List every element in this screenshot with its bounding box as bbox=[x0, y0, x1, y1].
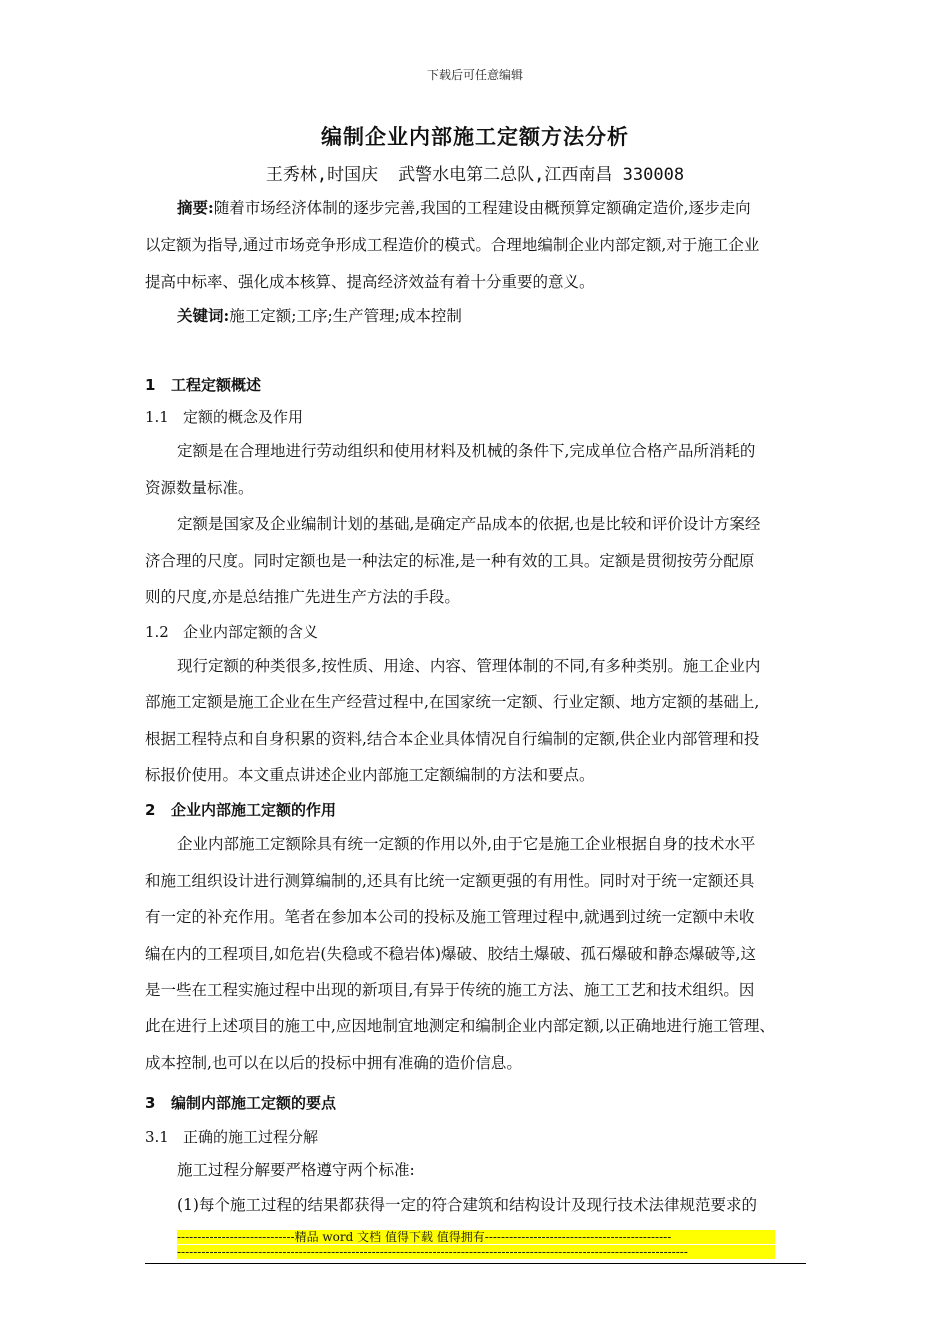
abstract-line-3: 提高中标率、强化成本核算、提高经济效益有着十分重要的意义。 bbox=[145, 273, 595, 291]
subsection-heading-3-1: 3.1 正确的施工过程分解 bbox=[145, 1128, 319, 1146]
paragraph-line: 定额是国家及企业编制计划的基础,是确定产品成本的依据,也是比较和评价设计方案经 bbox=[177, 515, 761, 533]
author-names: 王秀林,时国庆 bbox=[265, 165, 379, 185]
keywords-label: 关键词: bbox=[177, 306, 230, 325]
authors-line bbox=[0, 160, 950, 185]
footer-banner-line-1: -----------------------------精品 word 文档 值得下载 值得拥有---------------------------------------------- bbox=[177, 1230, 775, 1244]
keywords-line bbox=[177, 306, 817, 326]
paragraph-line: 企业内部施工定额除具有统一定额的作用以外,由于它是施工企业根据自身的技术水平 bbox=[177, 835, 756, 853]
abstract-line-1: 摘要:随着市场经济体制的逐步完善,我国的工程建设由概预算定额确定造价,逐步走向 bbox=[177, 198, 751, 217]
paragraph-line: 定额是在合理地进行劳动组织和使用材料及机械的条件下,完成单位合格产品所消耗的 bbox=[177, 442, 756, 460]
section-heading-2: 2 企业内部施工定额的作用 bbox=[145, 801, 337, 819]
paragraph-line: 有一定的补充作用。笔者在参加本公司的投标及施工管理过程中,就遇到过统一定额中未收 bbox=[145, 908, 755, 926]
subsection-heading-1-1: 1.1 定额的概念及作用 bbox=[145, 408, 304, 426]
paragraph-line: 根据工程特点和自身积累的资料,结合本企业具体情况自行编制的定额,供企业内部管理和投 bbox=[145, 730, 760, 748]
paragraph-line: 此在进行上述项目的施工中,应因地制宜地测定和编制企业内部定额,以正确地进行施工管理、 bbox=[145, 1017, 775, 1035]
header-note: 下载后可任意编辑 bbox=[426, 68, 523, 82]
paragraph-line: 施工过程分解要严格遵守两个标准: bbox=[177, 1161, 415, 1179]
paragraph-line: 现行定额的种类很多,按性质、用途、内容、管理体制的不同,有多种类别。施工企业内 bbox=[177, 657, 761, 675]
section-heading-3: 3 编制内部施工定额的要点 bbox=[145, 1094, 337, 1112]
paragraph-line: 是一些在工程实施过程中出现的新项目,有异于传统的施工方法、施工工艺和技术组织。因 bbox=[145, 981, 755, 999]
paragraph-line: 标报价使用。本文重点讲述企业内部施工定额编制的方法和要点。 bbox=[145, 766, 595, 784]
subsection-heading-1-2: 1.2 企业内部定额的含义 bbox=[145, 623, 319, 641]
keywords-text: 施工定额;工序;生产管理;成本控制 bbox=[229, 307, 462, 325]
paragraph-line: 则的尺度,亦是总结推广先进生产方法的手段。 bbox=[145, 588, 460, 606]
section-heading-1: 1 工程定额概述 bbox=[145, 376, 262, 394]
footer-divider bbox=[145, 1263, 806, 1264]
paragraph-line: 济合理的尺度。同时定额也是一种法定的标准,是一种有效的工具。定额是贯彻按劳分配原 bbox=[145, 552, 755, 570]
paragraph-line: 成本控制,也可以在以后的投标中拥有准确的造价信息。 bbox=[145, 1054, 522, 1072]
paragraph-line: 资源数量标准。 bbox=[145, 479, 254, 497]
author-affiliation: 武警水电第二总队,江西南昌 330008 bbox=[398, 165, 685, 185]
abstract-label: 摘要: bbox=[177, 198, 214, 217]
paragraph-line: (1)每个施工过程的结果都获得一定的符合建筑和结构设计及现行技术法律规范要求的 bbox=[177, 1196, 757, 1214]
document-title: 编制企业内部施工定额方法分析 bbox=[321, 124, 629, 149]
abstract-line-2: 以定额为指导,通过市场竞争形成工程造价的模式。合理地编制企业内部定额,对于施工企业 bbox=[145, 236, 760, 254]
paragraph-line: 编在内的工程项目,如危岩(失稳或不稳岩体)爆破、胶结土爆破、孤石爆破和静态爆破等,这 bbox=[145, 945, 756, 963]
footer-banner-line-2: ------------------------------------------------------------------------------------------------------------------------------ bbox=[177, 1245, 775, 1259]
paragraph-line: 部施工定额是施工企业在生产经营过程中,在国家统一定额、行业定额、地方定额的基础上, bbox=[145, 693, 760, 711]
paragraph-line: 和施工组织设计进行测算编制的,还具有比统一定额更强的有用性。同时对于统一定额还具 bbox=[145, 872, 755, 890]
